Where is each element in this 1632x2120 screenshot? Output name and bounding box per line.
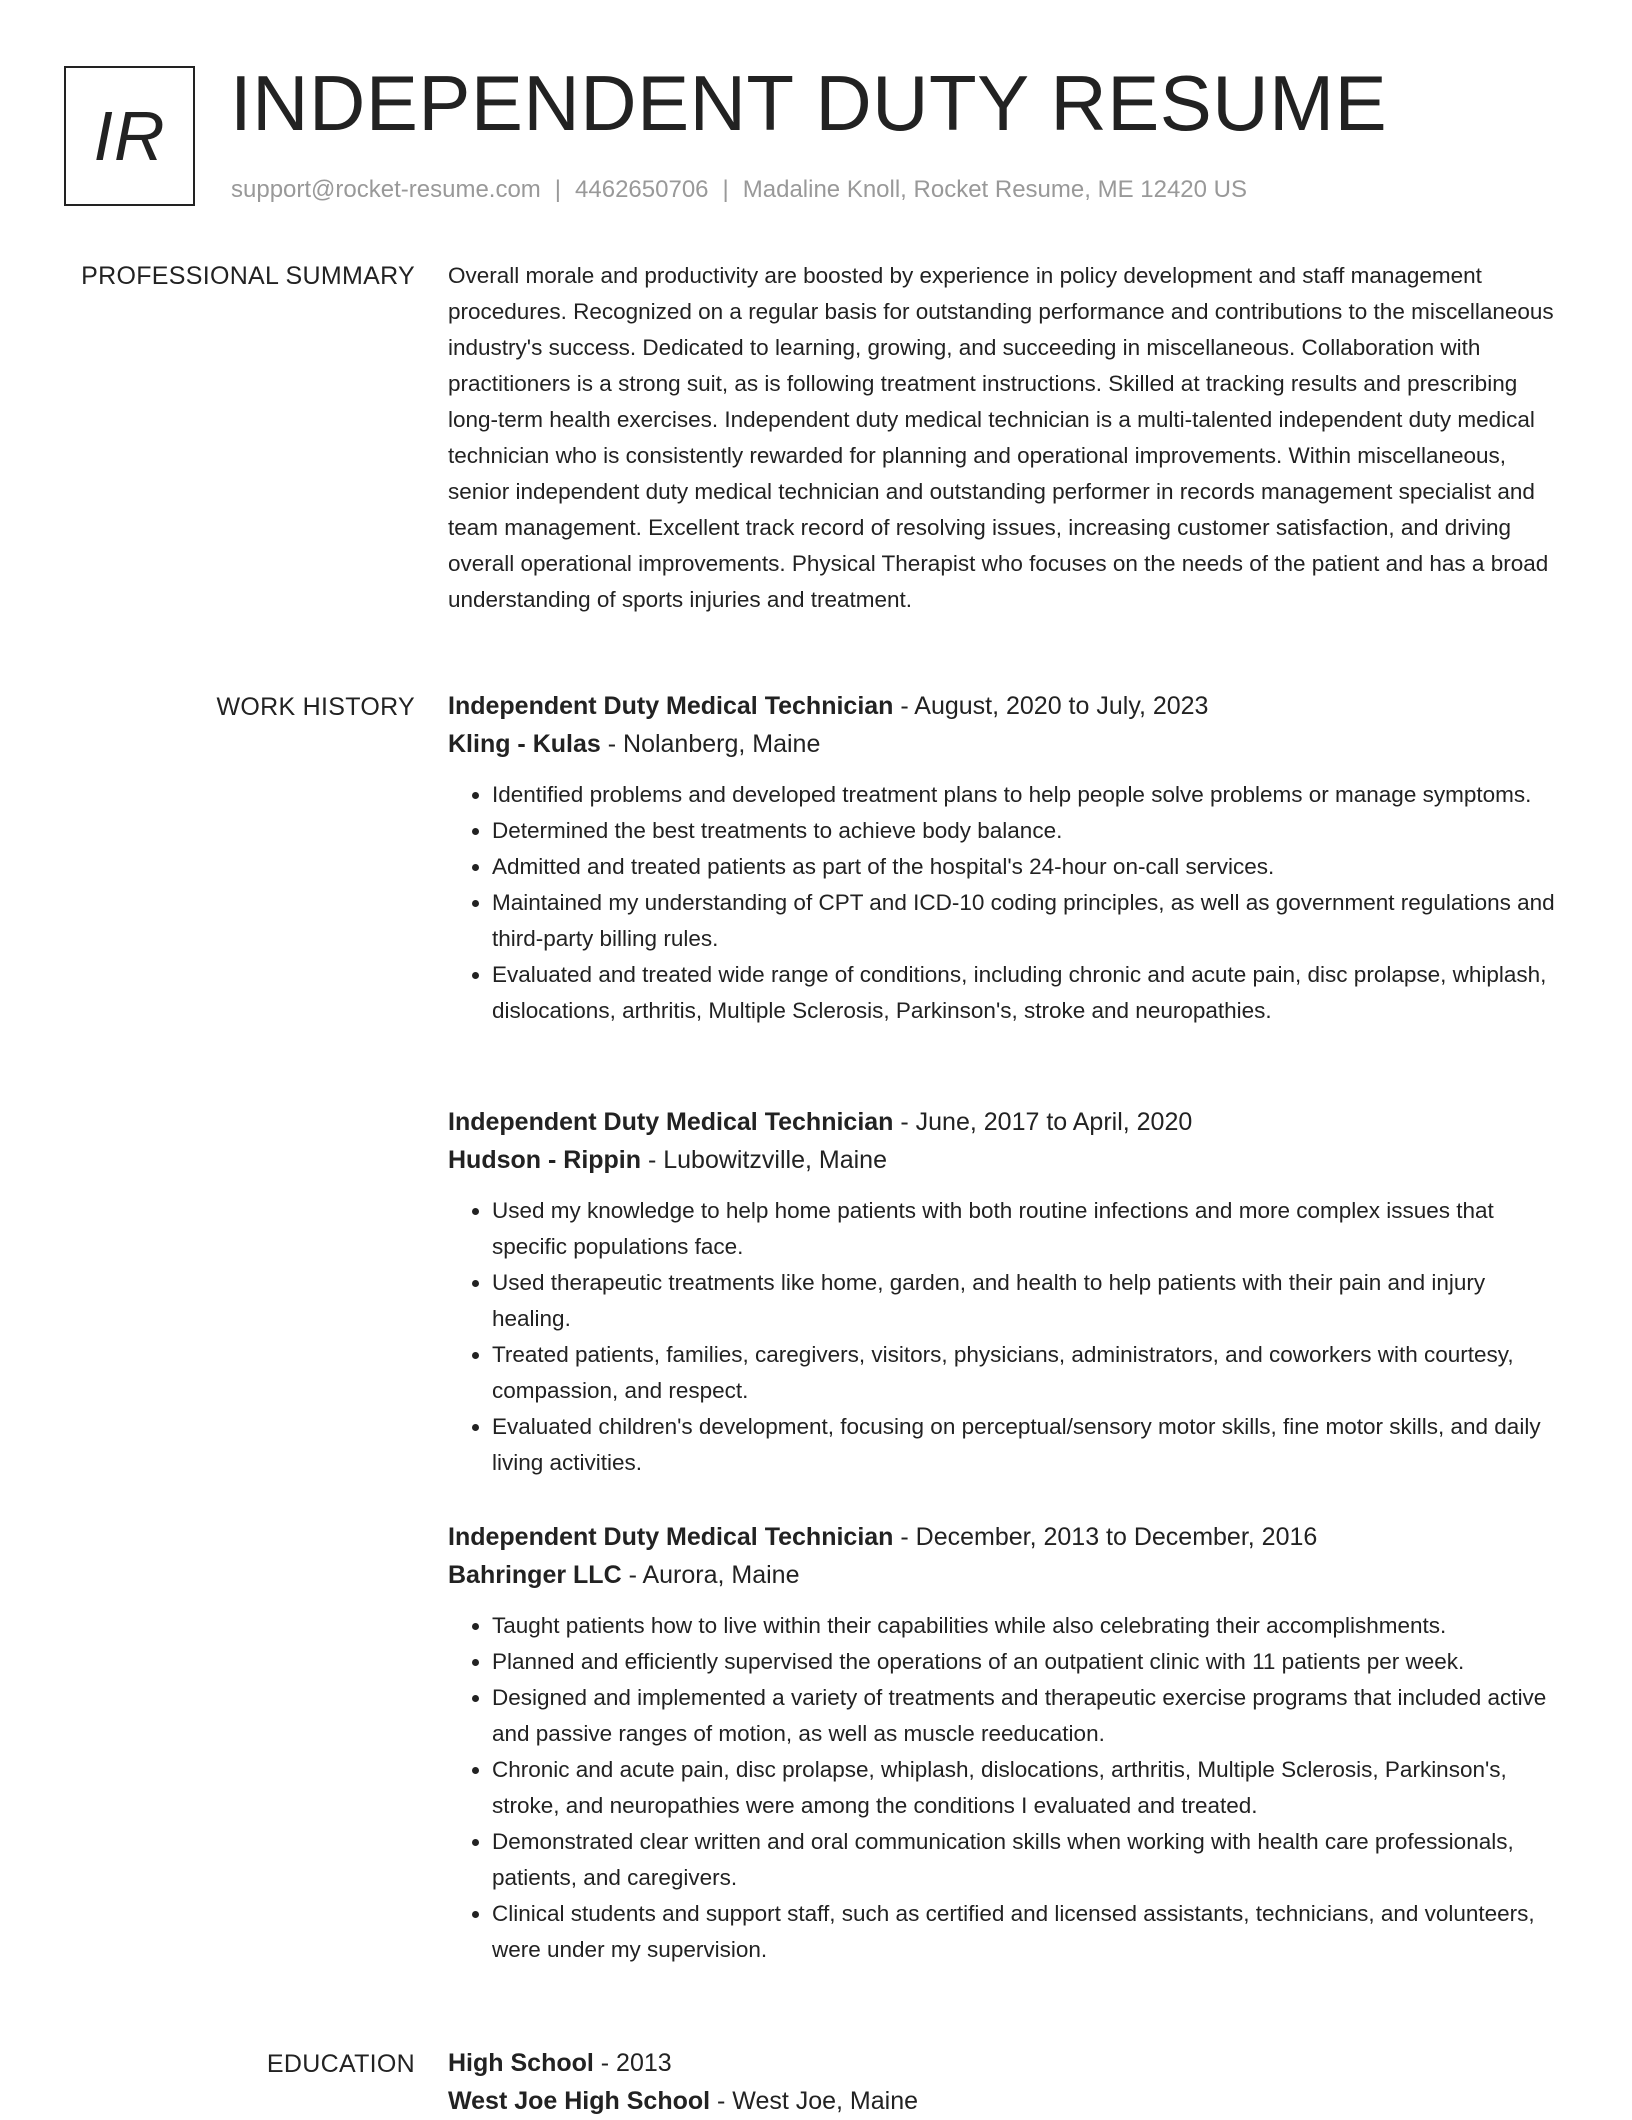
list-item: • Planned and efficiently supervised the operations of an outpatient clinic with 11 patients per week. (492, 1644, 1566, 1680)
job-location: - Nolanberg, Maine (600, 730, 821, 758)
education-degree-line (448, 2044, 1566, 2082)
education-location: - West Joe, Maine (710, 2087, 919, 2115)
list-item: • Chronic and acute pain, disc prolapse, whiplash, dislocations, arthritis, Multiple Sclerosis, Parkinson's, stroke, and neuropathies were among the conditions I evaluated and treated. (492, 1752, 1566, 1824)
education-school-line (448, 2082, 1566, 2120)
education-degree: High School (448, 2049, 594, 2077)
job-company-line (448, 725, 1566, 763)
list-item: • Evaluated children's development, focusing on perceptual/sensory motor skills, fine motor skills, and daily living activities. (492, 1409, 1566, 1481)
contact-line (231, 174, 1247, 206)
job-bullets (448, 1608, 1566, 1968)
job-bullets (448, 777, 1566, 1029)
list-item: • Used therapeutic treatments like home, garden, and health to help patients with their pain and injury healing. (492, 1265, 1566, 1337)
page-title: INDEPENDENT DUTY RESUME (230, 59, 1388, 147)
job-entry (448, 1518, 1566, 1968)
job-entry (448, 1103, 1566, 1481)
list-item: • Demonstrated clear written and oral communication skills when working with health care professionals, patients, and caregivers. (492, 1824, 1566, 1896)
list-item: • Determined the best treatments to achieve body balance. (492, 813, 1566, 849)
job-company: Hudson - Rippin (448, 1146, 642, 1174)
job-company: Bahringer LLC (448, 1561, 622, 1589)
job-company: Kling - Kulas (448, 730, 601, 758)
job-location: - Lubowitzville, Maine (641, 1146, 887, 1174)
job-title: Independent Duty Medical Technician (448, 692, 894, 720)
list-item: • Designed and implemented a variety of treatments and therapeutic exercise programs that included active and passive ranges of motion, as well as muscle reeducation. (492, 1680, 1566, 1752)
education-year: - 2013 (593, 2049, 672, 2077)
job-title: Independent Duty Medical Technician (448, 1523, 894, 1551)
list-item: • Admitted and treated patients as part of the hospital's 24-hour on-call services. (492, 849, 1566, 885)
contact-phone: 4462650706 (575, 176, 709, 203)
job-title-line (448, 1518, 1566, 1556)
education-school: West Joe High School (448, 2087, 711, 2115)
job-dates: - December, 2013 to December, 2016 (893, 1523, 1318, 1551)
job-bullets (448, 1193, 1566, 1481)
job-title-line (448, 687, 1566, 725)
job-company-line (448, 1141, 1566, 1179)
list-item: • Clinical students and support staff, such as certified and licensed assistants, technicians, and volunteers, were under my supervision. (492, 1896, 1566, 1968)
list-item: • Taught patients how to live within their capabilities while also celebrating their accomplishments. (492, 1608, 1566, 1644)
contact-address: Madaline Knoll, Rocket Resume, ME 12420 US (742, 176, 1247, 203)
job-location: - Aurora, Maine (621, 1561, 800, 1589)
job-dates: - August, 2020 to July, 2023 (893, 692, 1209, 720)
job-title-line (448, 1103, 1566, 1141)
section-label-summary: PROFESSIONAL SUMMARY (81, 262, 415, 290)
summary-text: Overall morale and productivity are boosted by experience in policy development and staff management procedures. Recognized on a regular basis for outstanding performance and contributions to the miscellaneous industry's success. Dedicated to learning, growing, and succeeding in miscellaneous. Collaboration with practitioners is a strong suit, as is following treatment instructions. Skilled at tracking results and prescribing long-term health exercises. Independent duty medical technician is a multi-talented independent duty medical technician who is consistently rewarded for planning and operational improvements. Within miscellaneous, senior independent duty medical technician and outstanding performer in records management specialist and team management. Excellent track record of resolving issues, increasing customer satisfaction, and driving overall operational improvements. Physical Therapist who focuses on the needs of the patient and has a broad understanding of sports injuries and treatment. (448, 263, 1554, 612)
education-entry (448, 2044, 1566, 2120)
summary-section (448, 258, 1566, 618)
job-dates: - June, 2017 to April, 2020 (893, 1108, 1193, 1136)
contact-email: support@rocket-resume.com (231, 176, 541, 203)
job-title: Independent Duty Medical Technician (448, 1108, 894, 1136)
list-item: • Treated patients, families, caregivers, visitors, physicians, administrators, and coworkers with courtesy, compassion, and respect. (492, 1337, 1566, 1409)
monogram-logo: IR (64, 66, 195, 206)
job-company-line (448, 1556, 1566, 1594)
contact-separator: | (554, 176, 562, 203)
section-label-education: EDUCATION (266, 2050, 415, 2078)
contact-separator: | (722, 176, 729, 203)
section-label-work-history: WORK HISTORY (216, 693, 415, 721)
list-item: • Evaluated and treated wide range of conditions, including chronic and acute pain, disc prolapse, whiplash, dislocations, arthritis, Multiple Sclerosis, Parkinson's, stroke and neuropathies. (492, 957, 1566, 1029)
list-item: • Identified problems and developed treatment plans to help people solve problems or manage symptoms. (492, 777, 1566, 813)
list-item: • Used my knowledge to help home patients with both routine infections and more complex issues that specific populations face. (492, 1193, 1566, 1265)
list-item: • Maintained my understanding of CPT and ICD-10 coding principles, as well as government regulations and third-party billing rules. (492, 885, 1566, 957)
job-entry (448, 687, 1566, 1029)
